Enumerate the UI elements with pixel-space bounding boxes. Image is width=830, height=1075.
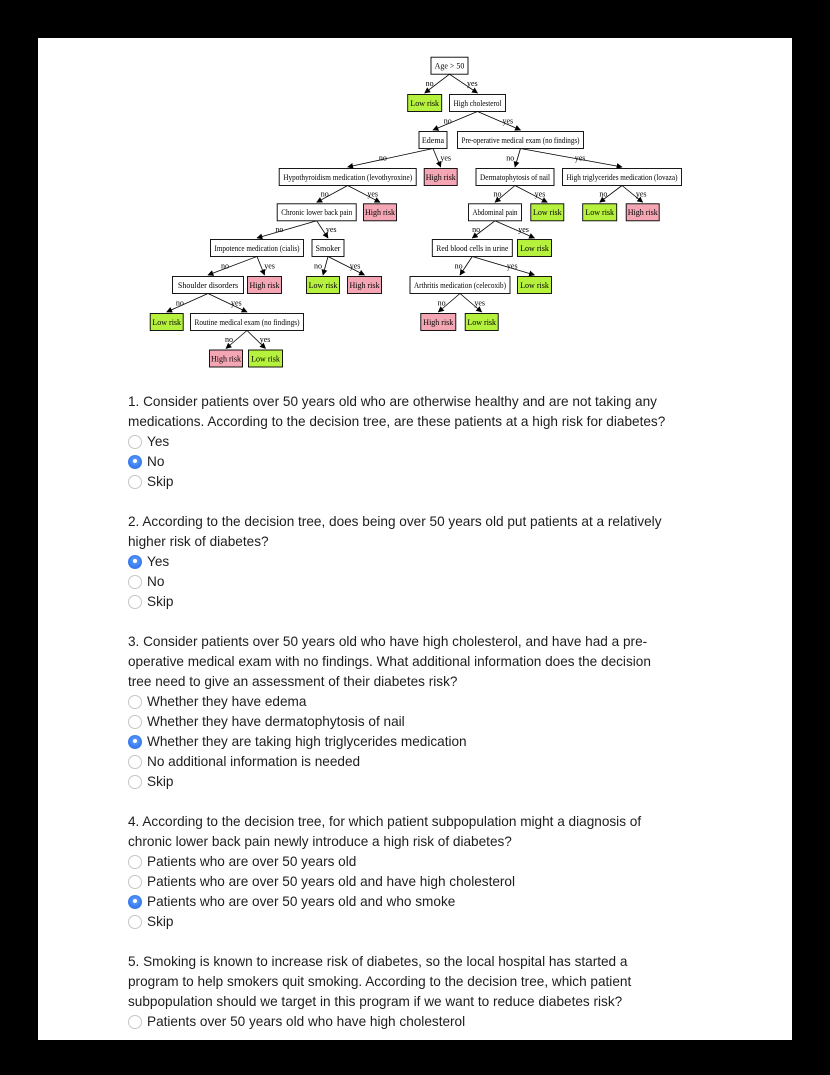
tree-node-label: Edema: [421, 135, 445, 145]
radio-button[interactable]: [128, 875, 142, 889]
radio-button[interactable]: [128, 575, 142, 589]
answer-option[interactable]: [128, 1012, 768, 1032]
radio-button[interactable]: [128, 755, 142, 769]
radio-button[interactable]: [128, 595, 142, 609]
answer-option[interactable]: [128, 852, 768, 872]
edge-label-yes: yes: [440, 153, 452, 163]
answer-option-label[interactable]: Skip: [147, 914, 174, 929]
answer-option[interactable]: [128, 752, 768, 772]
tree-edge: [472, 257, 534, 276]
tree-edge: [515, 149, 521, 168]
question-1: [128, 392, 768, 492]
tree-edge: [167, 294, 208, 313]
edge-label-no: no: [472, 224, 481, 234]
tree-node-label: Low risk: [585, 208, 615, 218]
radio-button-selected[interactable]: [128, 735, 142, 749]
questions-list: [38, 376, 768, 1032]
answer-option-label[interactable]: Whether they have edema: [147, 694, 307, 709]
radio-button-selected[interactable]: [128, 455, 142, 469]
tree-node-label: High risk: [349, 280, 380, 290]
answer-option-label[interactable]: Yes: [147, 554, 170, 569]
edge-label-yes: yes: [474, 298, 486, 308]
tree-node-label: Low risk: [532, 208, 562, 218]
tree-node-label: Chronic lower back pain: [281, 208, 353, 218]
tree-node-label: Smoker: [315, 243, 341, 253]
tree-node-label: Low risk: [520, 280, 549, 290]
tree-node-label: High risk: [425, 172, 456, 182]
radio-button-selected[interactable]: [128, 555, 142, 569]
edge-label-no: no: [493, 189, 502, 199]
answer-option-label[interactable]: No: [147, 574, 165, 589]
edge-label-no: no: [175, 298, 184, 308]
answer-option-label[interactable]: Skip: [147, 474, 174, 489]
tree-edge: [478, 112, 521, 131]
edge-label-no: no: [437, 298, 446, 308]
edge-label-yes: yes: [635, 189, 647, 199]
edge-label-yes: yes: [574, 153, 586, 163]
edge-label-yes: yes: [518, 224, 529, 234]
edge-label-yes: yes: [325, 224, 337, 234]
tree-edge: [521, 149, 623, 168]
tree-node-label: Arthritis medication (celecoxib): [414, 280, 507, 290]
question-text: 3. Consider patients over 50 years old who have high cholesterol, and have had a pre- operative medical exam with no findings. What additional information does the decision tree need to give an assessment of their diabetes risk?: [128, 634, 651, 689]
question-4: [128, 812, 768, 932]
edge-label-yes: yes: [264, 261, 275, 271]
answer-option-label[interactable]: Patients who are over 50 years old and have high cholesterol: [147, 874, 516, 889]
edge-label-yes: yes: [367, 189, 379, 199]
tree-node-label: High cholesterol: [453, 98, 503, 108]
answer-option[interactable]: [128, 692, 768, 712]
question-text: 1. Consider patients over 50 years old who are otherwise healthy and are not taking any medications. According to the decision tree, are these patients at a high risk for diabetes?: [128, 394, 666, 429]
radio-button[interactable]: [128, 475, 142, 489]
tree-node-label: Shoulder disorders: [177, 280, 239, 290]
question-3: [128, 632, 768, 792]
radio-button[interactable]: [128, 915, 142, 929]
tree-node-label: Hypothyroidism medication (levothyroxine): [283, 172, 413, 182]
radio-button[interactable]: [128, 435, 142, 449]
edge-label-yes: yes: [259, 335, 271, 344]
question-text: 4. According to the decision tree, for which patient subpopulation might a diagnosis of chronic lower back pain newly introduce a high risk of diabetes?: [128, 814, 642, 849]
edge-label-yes: yes: [467, 79, 478, 89]
tree-node-label: Low risk: [520, 243, 549, 253]
edge-label-no: no: [599, 189, 608, 199]
tree-node-label: High risk: [249, 280, 280, 290]
answer-option-label[interactable]: Skip: [147, 774, 174, 789]
answer-option-label[interactable]: No additional information is needed: [147, 754, 361, 769]
edge-label-no: no: [225, 335, 233, 344]
tree-node-label: Abdominal pain: [472, 208, 518, 218]
tree-node-label: Low risk: [467, 317, 497, 327]
answer-option[interactable]: [128, 552, 768, 572]
edge-label-no: no: [378, 153, 387, 163]
tree-node-label: High risk: [211, 354, 241, 364]
answer-option-label[interactable]: Patients who are over 50 years old: [147, 854, 357, 869]
tree-edge: [433, 112, 478, 131]
tree-edge: [348, 149, 433, 168]
answer-option-label[interactable]: Skip: [147, 594, 174, 609]
answer-option[interactable]: [128, 592, 768, 612]
answer-option-label[interactable]: Yes: [147, 434, 170, 449]
answer-option-label[interactable]: Whether they are taking high triglycerides medication: [147, 734, 467, 749]
survey-page: [38, 38, 792, 1040]
radio-button[interactable]: [128, 1015, 142, 1029]
edge-label-yes: yes: [231, 298, 242, 308]
radio-button[interactable]: [128, 715, 142, 729]
radio-button-selected[interactable]: [128, 895, 142, 909]
edge-label-no: no: [506, 153, 515, 163]
edge-label-yes: yes: [506, 261, 518, 271]
answer-option[interactable]: [128, 732, 768, 752]
tree-node-label: Age > 50: [434, 61, 465, 71]
answer-option-label[interactable]: No: [147, 454, 165, 469]
tree-node-label: High triglycerides medication (lovaza): [566, 172, 678, 182]
question-text: 5. Smoking is known to increase risk of diabetes, so the local hospital has started a program to help smokers quit smoking. According to the decision tree, which patient subpopulation should we target in this program if we want to reduce diabetes risk?: [128, 954, 632, 1009]
tree-node-label: Red blood cells in urine: [436, 243, 509, 253]
edge-label-no: no: [454, 261, 463, 271]
edge-label-no: no: [221, 261, 229, 271]
tree-node-label: Low risk: [251, 354, 280, 364]
answer-option[interactable]: [128, 472, 768, 492]
edge-label-no: no: [443, 116, 452, 126]
tree-node-label: Pre-operative medical exam (no findings): [461, 135, 580, 145]
tree-node-label: High risk: [365, 208, 395, 218]
answer-option-label[interactable]: Patients over 50 years old who have high cholesterol: [147, 1014, 466, 1029]
answer-option[interactable]: [128, 432, 768, 452]
answer-option[interactable]: [128, 912, 768, 932]
tree-node-label: Low risk: [410, 98, 440, 108]
edge-label-no: no: [314, 261, 322, 271]
answer-option[interactable]: [128, 452, 768, 472]
question-2: [128, 512, 768, 612]
edge-label-yes: yes: [534, 189, 546, 199]
radio-button[interactable]: [128, 695, 142, 709]
tree-node-label: Routine medical exam (no findings): [194, 317, 300, 327]
radio-button[interactable]: [128, 855, 142, 869]
tree-node-label: High risk: [627, 208, 658, 218]
answer-option[interactable]: [128, 712, 768, 732]
tree-node-label: Impotence medication (cialis): [214, 243, 300, 253]
edge-label-no: no: [275, 224, 284, 234]
question-text: 2. According to the decision tree, does being over 50 years old put patients at a relatively higher risk of diabetes?: [128, 514, 662, 549]
answer-option[interactable]: [128, 572, 768, 592]
tree-node-label: Dermatophytosis of nail: [480, 172, 551, 182]
tree-node-label: Low risk: [152, 317, 182, 327]
answer-option[interactable]: [128, 872, 768, 892]
decision-tree-diagram: [38, 38, 792, 376]
tree-node-label: High risk: [423, 317, 454, 327]
edge-label-no: no: [320, 189, 329, 199]
tree-edge: [208, 257, 257, 276]
edge-label-yes: yes: [502, 116, 514, 126]
radio-button[interactable]: [128, 775, 142, 789]
tree-edge: [323, 257, 328, 276]
answer-option-label[interactable]: Patients who are over 50 years old and who smoke: [147, 894, 456, 909]
edge-label-no: no: [425, 79, 434, 89]
edge-label-yes: yes: [349, 261, 361, 271]
tree-edge: [257, 221, 317, 238]
answer-option[interactable]: [128, 772, 768, 792]
tree-node-label: Low risk: [308, 280, 338, 290]
answer-option[interactable]: [128, 892, 768, 912]
answer-option-label[interactable]: Whether they have dermatophytosis of nail: [147, 714, 405, 729]
question-5: [128, 952, 768, 1032]
